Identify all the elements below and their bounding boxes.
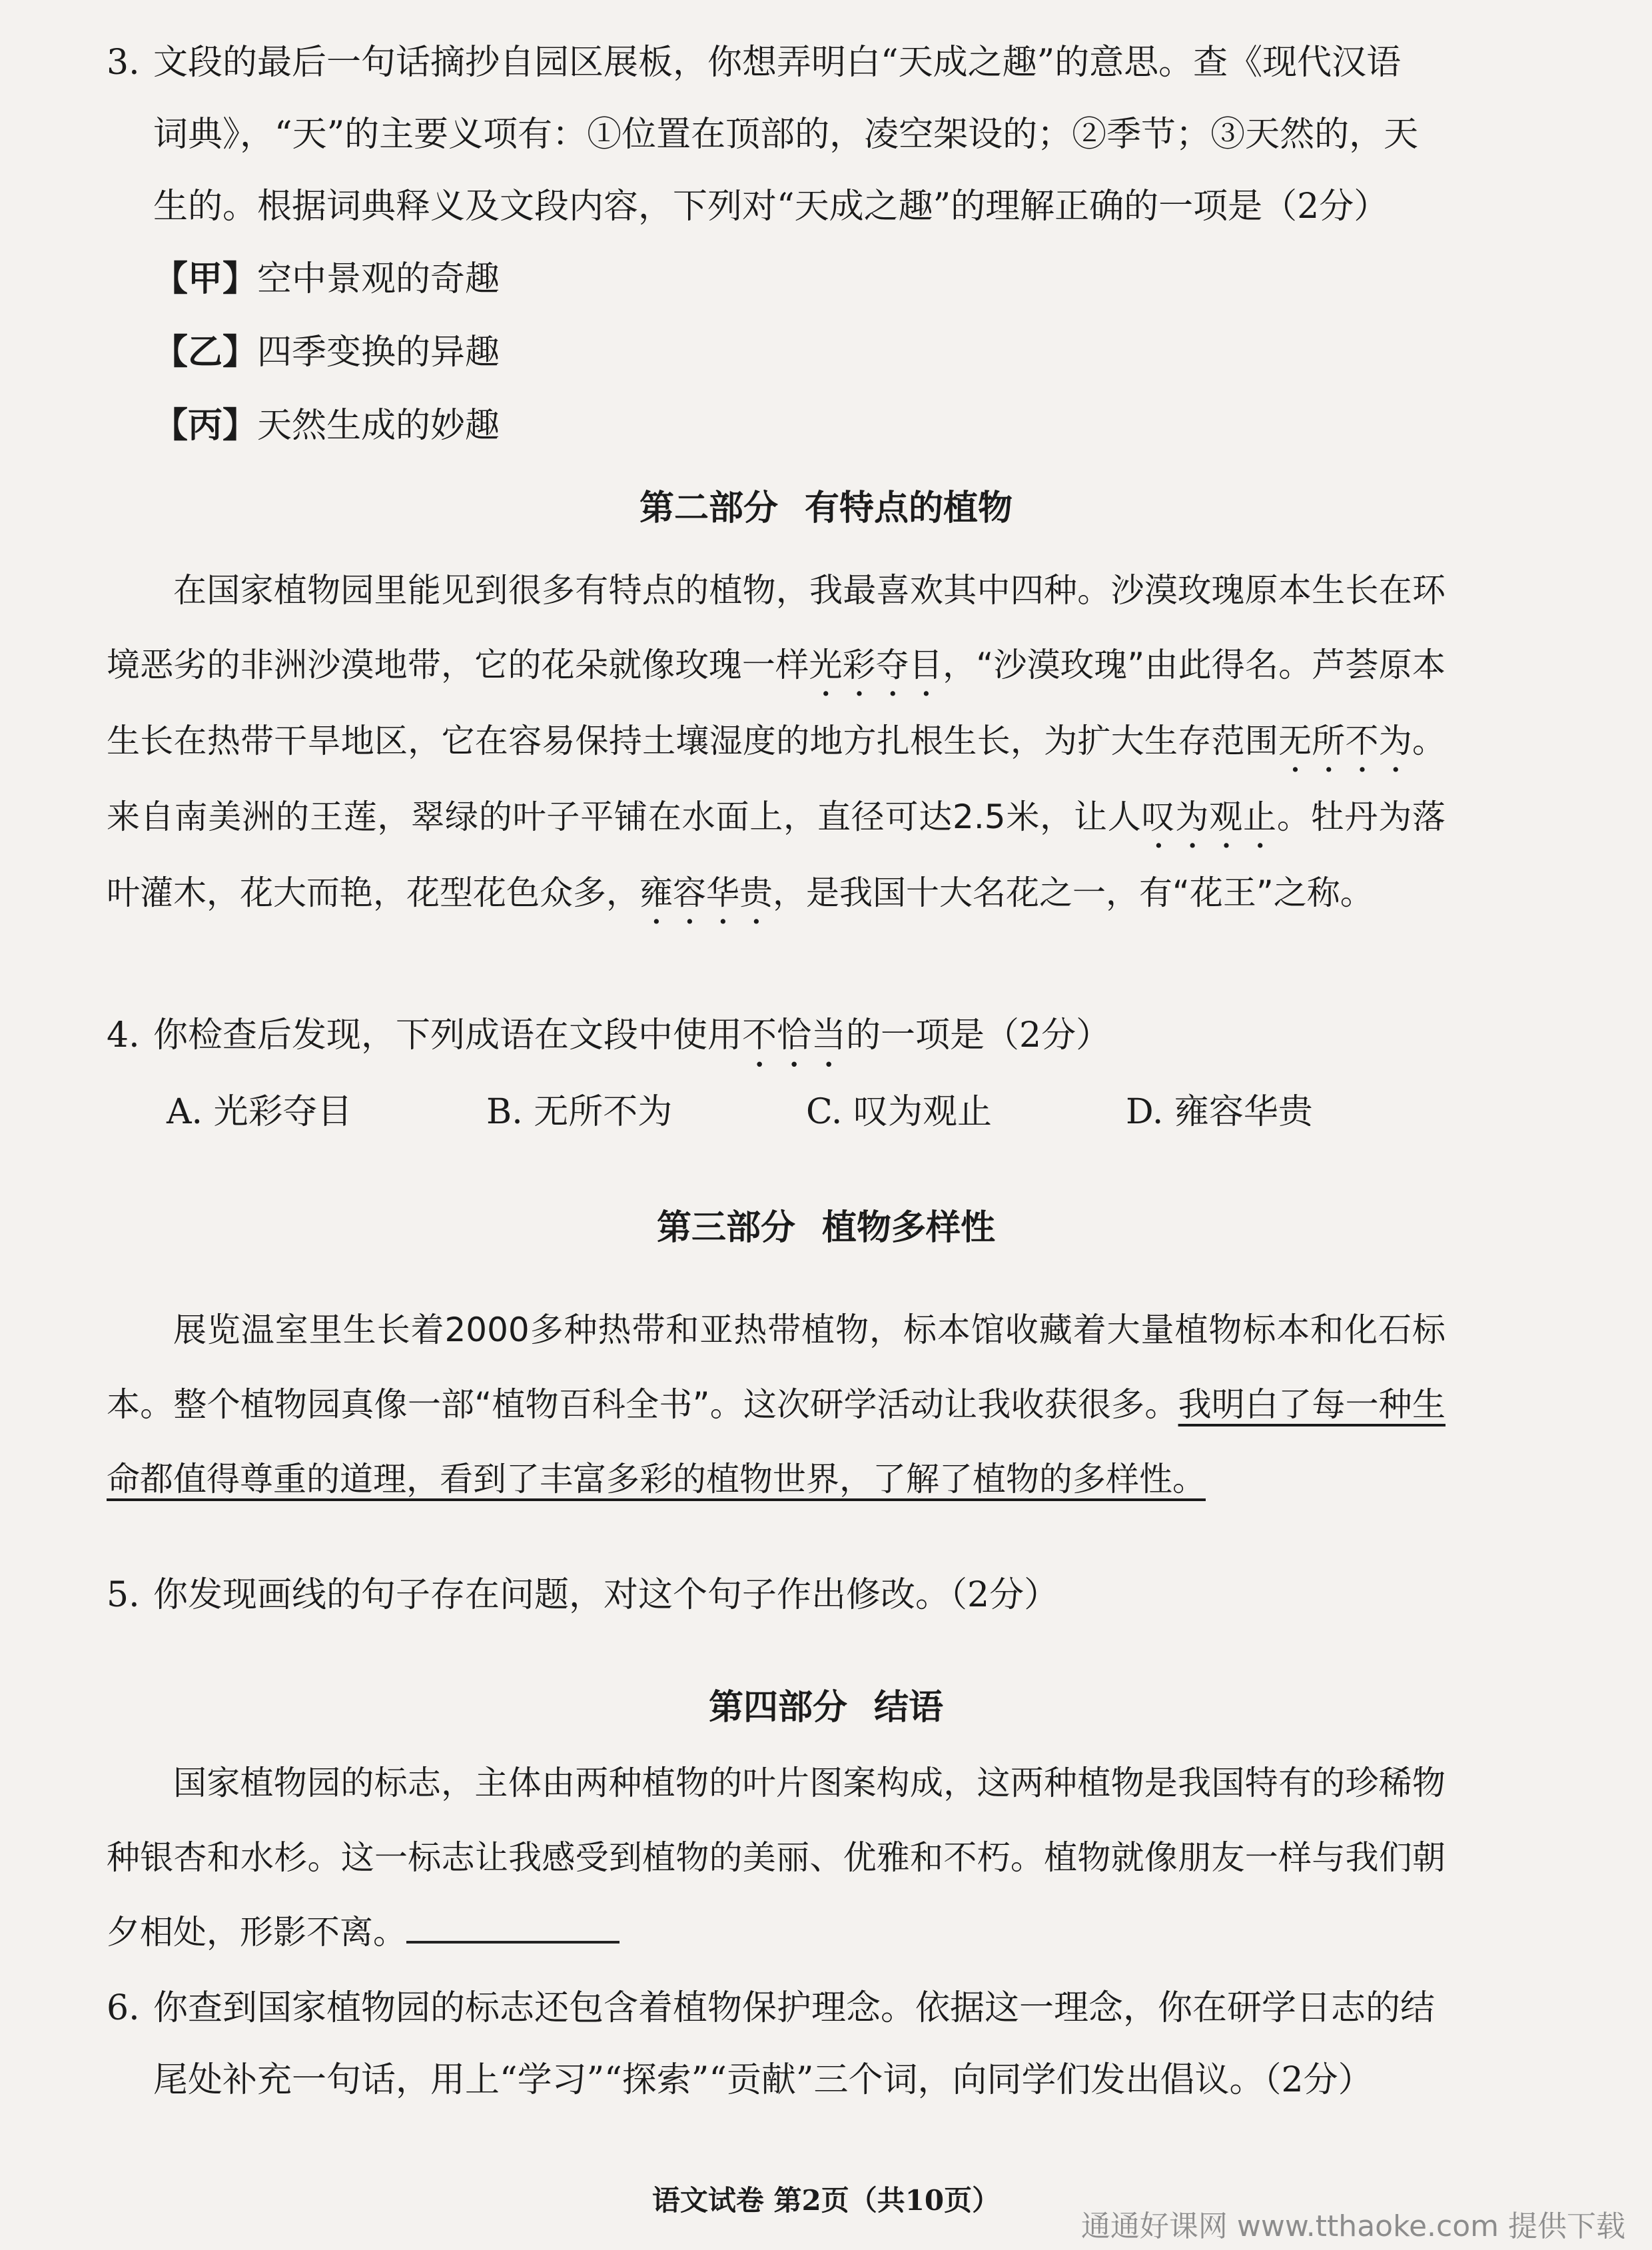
section-3-paragraph: 展览温室里生长着2000多种热带和亚热带植物，标本馆收藏着大量植物标本和化石标本。整个植物园真像一部“植物百科全书”。这次研学活动让我收获很多。我明白了每一种生命都值得尊重的道理，看到了丰富多彩的植物世界，了解了植物的多样性。 — [107, 1311, 1446, 1498]
section-4-paragraph: 国家植物园的标志，主体由两种植物的叶片图案构成，这两种植物是我国特有的珍稀物种银杏和水杉。这一标志让我感受到植物的美丽、优雅和不朽。植物就像朋友一样与我们朝夕相处，形影不离。 — [107, 1764, 1446, 1952]
option-a: A. 光彩夺目 — [167, 1092, 352, 1132]
question-4 — [107, 999, 1446, 1149]
option-yi: 【乙】四季变换的异趣 — [153, 332, 500, 372]
question-5: 5. 你发现画线的句子存在问题，对这个句子作出修改。（2分） — [107, 1575, 1059, 1615]
question-4-stem: 4. 你检查后发现，下列成语在文段中使用不恰当的一项是（2分） — [107, 1015, 1111, 1055]
idiom-yongronghuagui: 雍容华贵 — [639, 873, 773, 912]
question-3 — [107, 27, 1446, 462]
section-4-heading: 第四部分 结语 — [708, 1687, 944, 1728]
question-6-line-2: 尾处补充一句话，用上“学习”“探索”“贡献”三个词，向同学们发出倡议。（2分） — [153, 2060, 1373, 2100]
answer-blank[interactable] — [406, 1914, 620, 1944]
idiom-guangcai: 光彩夺目 — [809, 646, 943, 684]
question-3-line-3: 生的。根据词典释义及文段内容，下列对“天成之趣”的理解正确的一项是（2分） — [153, 187, 1389, 227]
option-bing: 【丙】天然生成的妙趣 — [153, 405, 500, 446]
option-jia: 【甲】空中景观的奇趣 — [153, 259, 500, 299]
option-d: D. 雍容华贵 — [1126, 1092, 1313, 1132]
section-2-paragraph: 在国家植物园里能见到很多有特点的植物，我最喜欢其中四种。沙漠玫瑰原本生长在环境恶劣的非洲沙漠地带，它的花朵就像玫瑰一样光彩夺目，“沙漠玫瑰”由此得名。芦荟原本生长在热带干旱地区，它在容易保持土壤湿度的地方扎根生长，为扩大生存范围无所不为。来自南美洲的王莲，翠绿的叶子平铺在水面上，直径可达2.5米，让人叹为观止。牡丹为落叶灌木，花大而艳，花型花色众多，雍容华贵，是我国十大名花之一，有“花王”之称。 — [107, 571, 1446, 912]
idiom-tanweiguanzhi: 叹为观止 — [1141, 798, 1277, 836]
page-footer: 语文试卷 第2页（共10页） — [651, 2184, 1001, 2217]
section-3-heading: 第三部分 植物多样性 — [656, 1207, 996, 1248]
option-c: C. 叹为观止 — [806, 1092, 992, 1132]
underlined-sentence: 我明白了每一种生命都值得尊重的道理，看到了丰富多彩的植物世界，了解了植物的多样性。 — [107, 1385, 1446, 1498]
question-4-options — [107, 1075, 1446, 1149]
section-2-heading: 第二部分 有特点的植物 — [639, 488, 1013, 528]
question-6-line-1: 6. 你查到国家植物园的标志还包含着植物保护理念。依据这一理念，你在研学日志的结 — [107, 1988, 1436, 2028]
question-3-line-2: 词典》，“天”的主要义项有：①位置在顶部的，凌空架设的；②季节；③天然的，天 — [153, 115, 1419, 155]
option-b: B. 无所不为 — [486, 1092, 673, 1132]
question-6 — [107, 1972, 1446, 2116]
question-3-line-1: 3. 文段的最后一句话摘抄自园区展板，你想弄明白“天成之趣”的意思。查《现代汉语 — [107, 43, 1402, 83]
watermark: 通通好课网 www.tthaoke.com 提供下载 — [1080, 2209, 1625, 2243]
idiom-wusuobuwei: 无所不为 — [1278, 722, 1413, 760]
